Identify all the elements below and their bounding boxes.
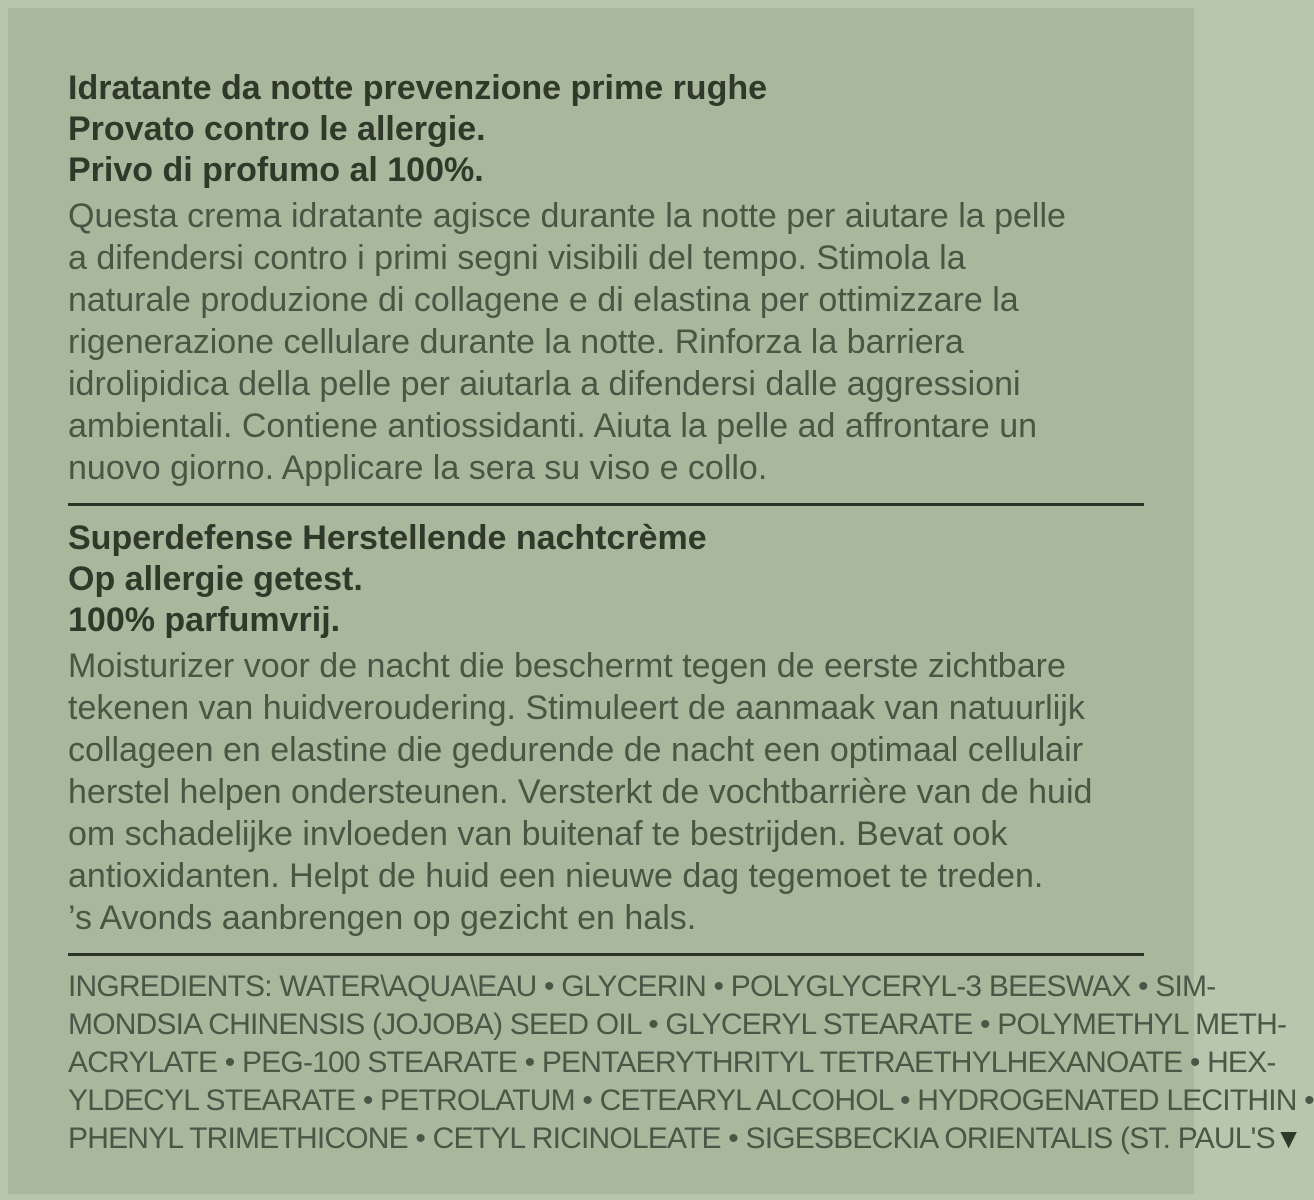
ingredients-line: MONDSIA CHINENSIS (JOJOBA) SEED OIL • GLYCERYL STEARATE • POLYMETHYL METH- — [68, 1008, 1287, 1041]
italian-body-line: a difendersi contro i primi segni visibili del tempo. Stimola la — [68, 239, 966, 277]
italian-section — [68, 68, 1148, 489]
dutch-body-line: antioxidanten. Helpt de huid een nieuwe dag tegemoet te treden. — [68, 857, 1044, 895]
section-divider — [68, 953, 1144, 956]
ingredients-last-row — [68, 1120, 1303, 1158]
ingredients-line: PHENYL TRIMETHICONE • CETYL RICINOLEATE • SIGESBECKIA ORIENTALIS (ST. PAUL'S — [68, 1122, 1275, 1155]
dutch-section — [68, 518, 1148, 939]
ingredients-line: INGREDIENTS: WATER\AQUA\EAU • GLYCERIN • POLYGLYCERYL-3 BEESWAX • SIM- — [68, 970, 1216, 1003]
ingredients-section — [68, 968, 1314, 1158]
dutch-body-line: om schadelijke invloeden van buitenaf te bestrijden. Bevat ook — [68, 815, 1008, 853]
dutch-body-line: tekenen van huidveroudering. Stimuleert de aanmaak van natuurlijk — [68, 689, 1085, 727]
ingredients-line: YLDECYL STEARATE • PETROLATUM • CETEARYL ALCOHOL • HYDROGENATED LECITHIN • — [68, 1084, 1314, 1117]
dutch-body-line: ’s Avonds aanbrengen op gezicht en hals. — [68, 899, 697, 937]
dutch-heading-1: Superdefense Herstellende nachtcrème — [68, 519, 707, 557]
italian-body-line: Questa crema idratante agisce durante la notte per aiutare la pelle — [68, 197, 1066, 235]
dutch-heading-3: 100% parfumvrij. — [68, 601, 341, 639]
dutch-body-line: herstel helpen ondersteunen. Versterkt de vochtbarrière van de huid — [68, 773, 1093, 811]
label-text-panel — [68, 68, 1314, 1158]
dutch-body-line: Moisturizer voor de nacht die beschermt tegen de eerste zichtbare — [68, 647, 1066, 685]
italian-body-line: rigenerazione cellulare durante la notte. Rinforza la barriera — [68, 323, 964, 361]
dutch-heading-2: Op allergie getest. — [68, 560, 363, 598]
italian-heading-2: Provato contro le allergie. — [68, 110, 486, 148]
italian-body-line: idrolipidica della pelle per aiutarla a difendersi dalle aggressioni — [68, 365, 1021, 403]
continue-arrow-icon: ▼ — [1274, 1123, 1303, 1154]
italian-body-line: naturale produzione di collagene e di elastina per ottimizzare la — [68, 281, 1019, 319]
italian-body-line: nuovo giorno. Applicare la sera su viso e collo. — [68, 449, 768, 487]
italian-body-line: ambientali. Contiene antiossidanti. Aiuta la pelle ad affrontare un — [68, 407, 1038, 445]
ingredients-line: ACRYLATE • PEG-100 STEARATE • PENTAERYTHRITYL TETRAETHYLHEXANOATE • HEX- — [68, 1046, 1276, 1079]
section-divider — [68, 503, 1144, 506]
italian-heading-3: Privo di profumo al 100%. — [68, 151, 484, 189]
italian-heading-1: Idratante da notte prevenzione prime rughe — [68, 69, 768, 107]
dutch-body-line: collageen en elastine die gedurende de nacht een optimaal cellulair — [68, 731, 1084, 769]
package-panel — [8, 8, 1314, 1194]
